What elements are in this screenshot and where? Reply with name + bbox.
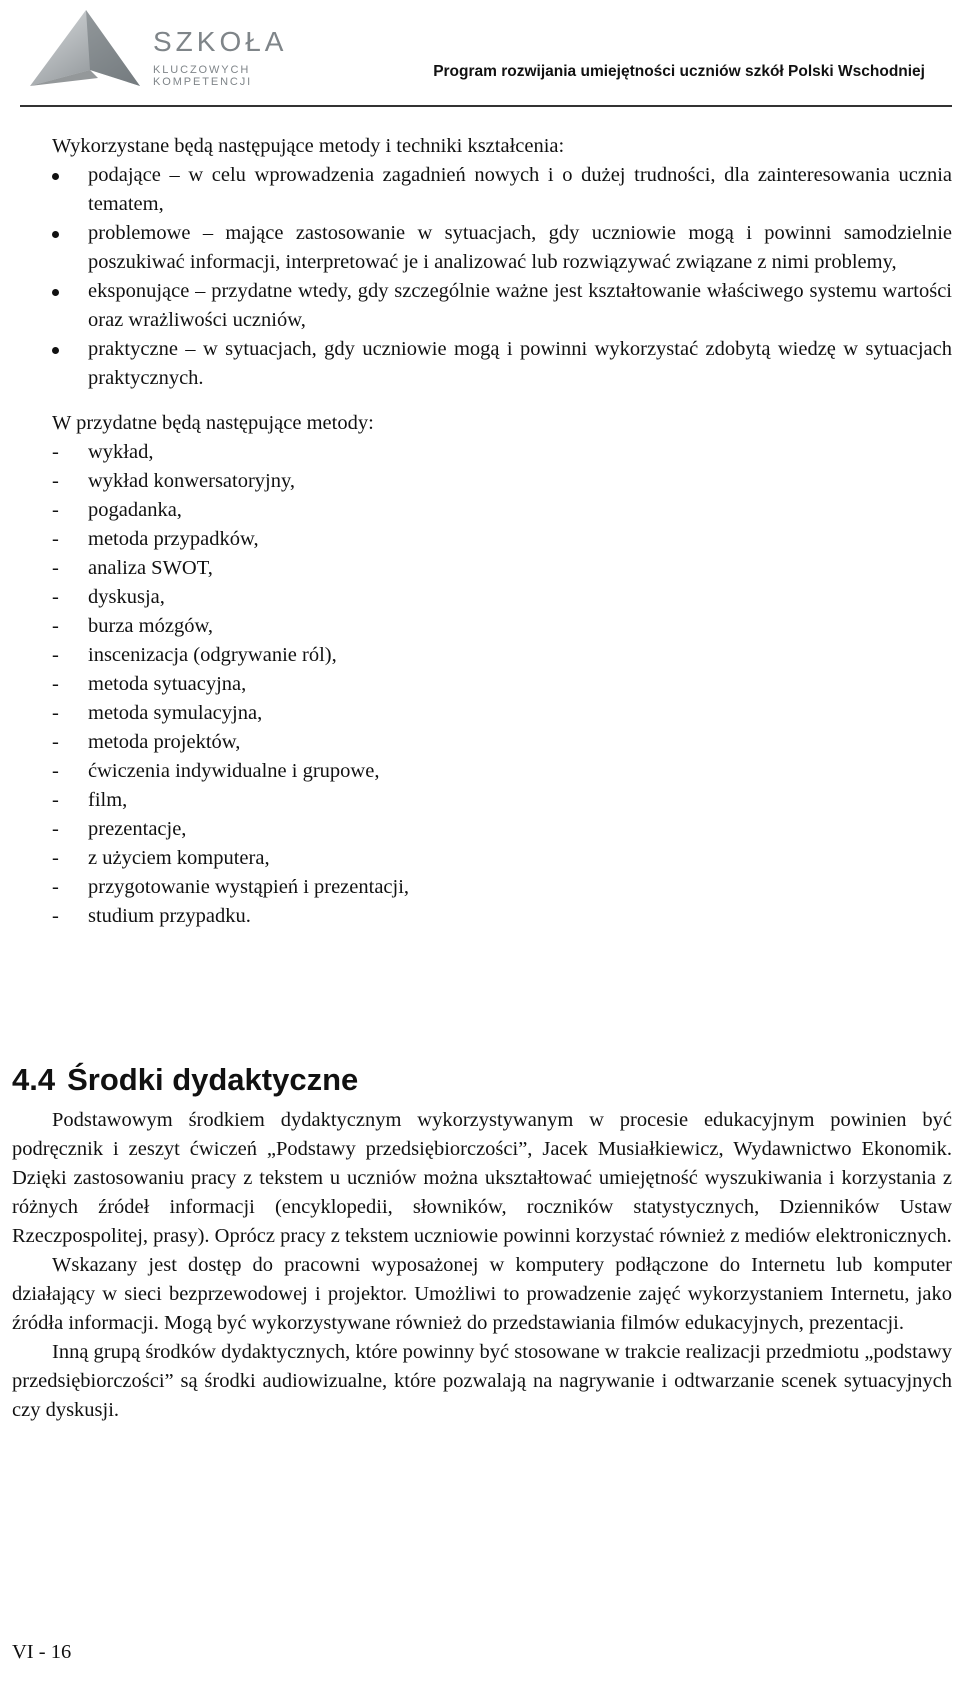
list-item-text: problemowe – mające zastosowanie w sytuacjach, gdy uczniowie mogą i powinni samodzielnie poszukiwać informacji, interpretować je i analizować lub rozwiązywać związane z nimi problemy, <box>88 222 952 273</box>
list-item <box>52 438 952 467</box>
section-heading <box>12 1062 358 1098</box>
dash-mark: - <box>52 528 59 550</box>
useful-methods-intro: W przydatne będą następujące metody: <box>52 412 374 434</box>
methods-content <box>52 132 952 931</box>
dash-mark: - <box>52 760 59 782</box>
list-item <box>52 815 952 844</box>
list-item <box>52 641 952 670</box>
dash-mark: - <box>52 644 59 666</box>
useful-methods-list <box>52 438 952 931</box>
dash-mark: - <box>52 673 59 695</box>
list-item-text: wykład, <box>88 441 154 463</box>
list-item-text: inscenizacja (odgrywanie ról), <box>88 644 337 666</box>
list-item-text: eksponujące – przydatne wtedy, gdy szczególnie ważne jest kształtowanie właściwego systemu wartości oraz wrażliwości uczniów, <box>88 280 952 331</box>
dash-mark: - <box>52 731 59 753</box>
logo-emblem-icon <box>28 8 148 88</box>
bullet-icon <box>52 347 59 354</box>
dash-mark: - <box>52 586 59 608</box>
list-item-text: pogadanka, <box>88 499 182 521</box>
list-item <box>52 335 952 393</box>
list-item <box>52 161 952 219</box>
program-title: Program rozwijania umiejętności uczniów szkół Polski Wschodniej <box>433 63 925 80</box>
list-item <box>52 277 952 335</box>
list-item <box>52 612 952 641</box>
list-item-text: prezentacje, <box>88 818 187 840</box>
dash-mark: - <box>52 615 59 637</box>
paragraph: Podstawowym środkiem dydaktycznym wykorzystywanym w procesie edukacyjnym powinien być podręcznik i zeszyt ćwiczeń „Podstawy przedsiębiorczości”, Jacek Musiałkiewicz, Wydawnictwo Ekonomik. Dzięki zastosowaniu pracy z tekstem u uczniów można ukształtować umiejętność wyszukiwania i korzystania z różnych źródeł informacji (encyklopedii, słowników, roczników statystycznych, Dzienników Ustaw Rzeczpospolitej, prasy). Oprócz pracy z tekstem uczniowie powinni korzystać również z mediów elektronicznych. <box>12 1109 952 1247</box>
list-item-text: metoda symulacyjna, <box>88 702 263 724</box>
dash-mark: - <box>52 789 59 811</box>
dash-mark: - <box>52 876 59 898</box>
section-number: 4.4 <box>12 1062 56 1097</box>
paragraph: Wskazany jest dostęp do pracowni wyposażonej w komputery podłączone do Internetu lub komputer działający w sieci bezprzewodowej i projektor. Umożliwi to prowadzenie zajęć wykorzystaniem Internetu, jako źródła informacji. Mogą być wykorzystywane również do przedstawiania filmów edukacyjnych, prezentacji. <box>12 1254 952 1334</box>
dash-mark: - <box>52 847 59 869</box>
list-item-text: studium przypadku. <box>88 905 251 927</box>
list-item-text: praktyczne – w sytuacjach, gdy uczniowie mogą i powinni wykorzystać zdobytą wiedzę w sytuacjach praktycznych. <box>88 338 952 389</box>
page-header <box>0 0 960 110</box>
bullet-icon <box>52 289 59 296</box>
section-content <box>12 1106 952 1425</box>
list-item-text: z użyciem komputera, <box>88 847 270 869</box>
dash-mark: - <box>52 441 59 463</box>
paragraph: Inną grupą środków dydaktycznych, które powinny być stosowane w trakcie realizacji przedmiotu „podstawy przedsiębiorczości” są środki audiowizualne, które pozwalają na nagrywanie i odtwarzanie scenek sytuacyjnych czy dyskusji. <box>12 1341 953 1421</box>
bullet-icon <box>52 231 59 238</box>
list-item <box>52 467 952 496</box>
list-item-text: analiza SWOT, <box>88 557 213 579</box>
list-item-text: ćwiczenia indywidualne i grupowe, <box>88 760 380 782</box>
list-item <box>52 219 952 277</box>
list-item-text: metoda projektów, <box>88 731 241 753</box>
school-logo <box>28 8 328 88</box>
list-item-text: film, <box>88 789 128 811</box>
methods-list <box>52 161 952 393</box>
dash-mark: - <box>52 499 59 521</box>
list-item <box>52 728 952 757</box>
dash-mark: - <box>52 818 59 840</box>
list-item <box>52 699 952 728</box>
logo-subtitle: KLUCZOWYCH KOMPETENCJI <box>153 64 253 88</box>
list-item <box>52 583 952 612</box>
list-item <box>52 670 952 699</box>
list-item-text: przygotowanie wystąpień i prezentacji, <box>88 876 410 898</box>
dash-mark: - <box>52 702 59 724</box>
list-item-text: podające – w celu wprowadzenia zagadnień nowych i o dużej trudności, dla zainteresowania ucznia tematem, <box>88 164 952 215</box>
list-item-text: wykład konwersatoryjny, <box>88 470 296 492</box>
list-item <box>52 496 952 525</box>
list-item <box>52 525 952 554</box>
list-item-text: metoda sytuacyjna, <box>88 673 247 695</box>
list-item <box>52 757 952 786</box>
bullet-icon <box>52 173 59 180</box>
list-item-text: burza mózgów, <box>88 615 214 637</box>
list-item <box>52 554 952 583</box>
dash-mark: - <box>52 470 59 492</box>
dash-mark: - <box>52 557 59 579</box>
list-item <box>52 873 952 902</box>
list-item <box>52 844 952 873</box>
page-number: VI - 16 <box>12 1641 72 1663</box>
list-item <box>52 902 952 931</box>
methods-intro: Wykorzystane będą następujące metody i techniki kształcenia: <box>52 135 565 157</box>
list-item <box>52 786 952 815</box>
list-item-text: dyskusja, <box>88 586 165 608</box>
dash-mark: - <box>52 905 59 927</box>
header-divider <box>20 105 952 107</box>
logo-title: SZKOŁA <box>153 26 288 57</box>
list-item-text: metoda przypadków, <box>88 528 259 550</box>
section-title: Środki dydaktyczne <box>67 1062 359 1097</box>
